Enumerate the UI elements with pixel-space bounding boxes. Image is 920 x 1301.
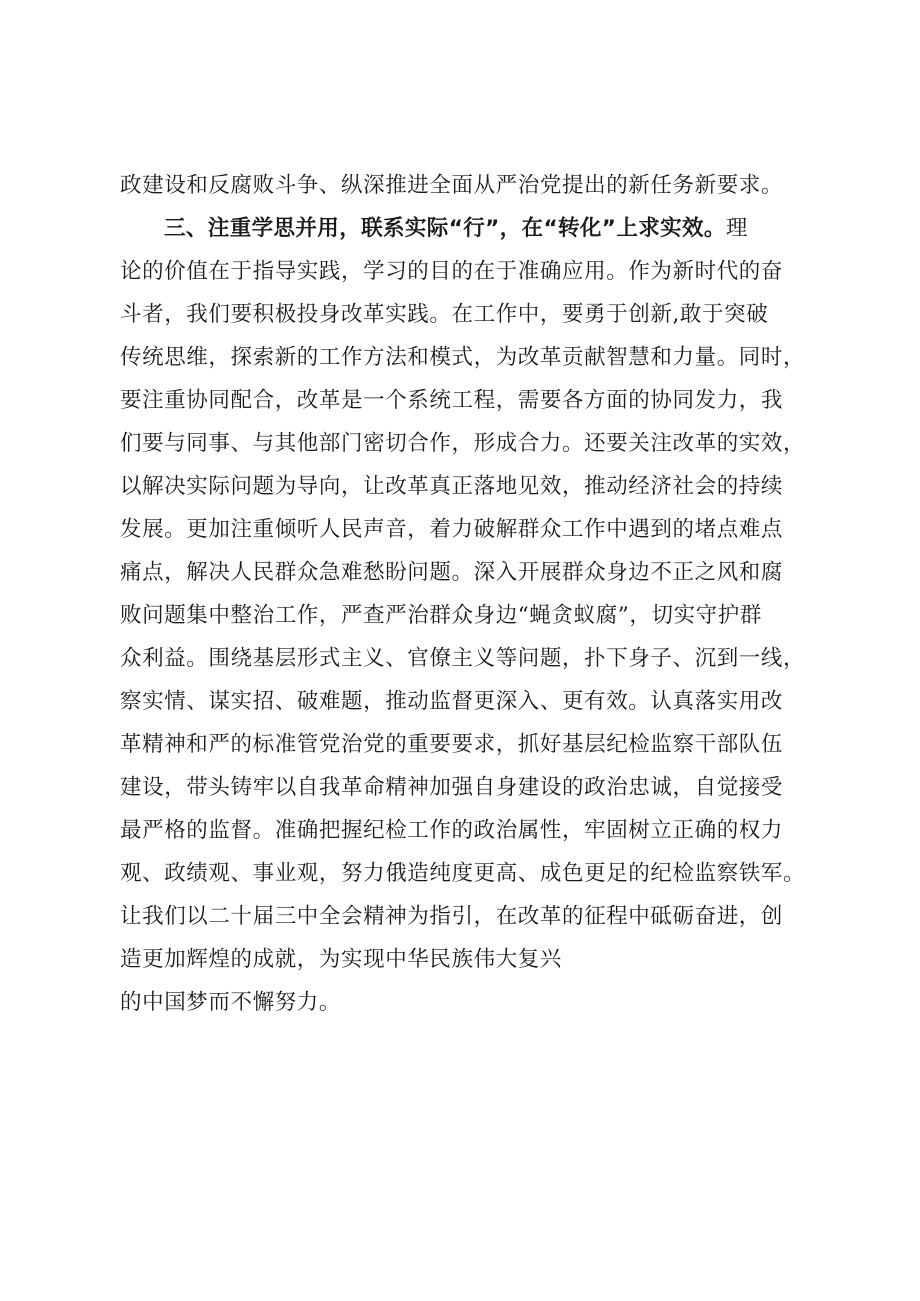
text-line: 政建设和反腐败斗争、纵深推进全面从严治党提出的新任务新要求。 <box>120 173 784 198</box>
text-line: 察实情、谋实招、破难题，推动监督更深入、更有效。认真落实用改 <box>120 689 784 714</box>
text-line: 传统思维，探索新的工作方法和模式，为改革贡献智慧和力量。同时， <box>120 345 806 370</box>
heading-tail: 理 <box>725 216 748 241</box>
text-line: 最严格的监督。准确把握纪检工作的政治属性，牢固树立正确的权力 <box>120 818 784 843</box>
text-line: 以解决实际问题为导向，让改革真正落地见效，推动经济社会的持续 <box>120 474 784 499</box>
text-line: 革精神和严的标准管党治党的重要要求，抓好基层纪检监察干部队伍 <box>120 732 784 757</box>
text-line: 论的价值在于指导实践，学习的目的在于准确应用。作为新时代的奋 <box>120 259 784 284</box>
text-line: 建设，带头铸牢以自我革命精神加强自身建设的政治忠诚，自觉接受 <box>120 775 784 800</box>
text-line: 的中国梦而不懈努力。 <box>120 990 342 1015</box>
text-line: 败问题集中整治工作，严查严治群众身边“蝇贪蚁腐”，切实守护群 <box>120 603 762 628</box>
text-line: 发展。更加注重倾听人民声音，着力破解群众工作中遇到的堵点难点 <box>120 517 784 542</box>
text-line: 斗者，我们要积极投身改革实践。在工作中，要勇于创新,敢于突破 <box>120 302 769 327</box>
text-line: 要注重协同配合，改革是一个系统工程，需要各方面的协同发力，我 <box>120 388 784 413</box>
section-heading-line <box>120 207 810 250</box>
body-text <box>120 164 810 1024</box>
text-line: 们要与同事、与其他部门密切合作，形成合力。还要关注改革的实效， <box>120 431 806 456</box>
text-line: 痛点，解决人民群众急难愁盼问题。深入开展群众身边不正之风和腐 <box>120 560 784 585</box>
section-heading: 三、注重学思并用，联系实际“行”，在“转化”上求实效。 <box>164 216 726 241</box>
text-line: 众利益。围绕基层形式主义、官僚主义等问题，扑下身子、沉到一线， <box>120 646 806 671</box>
text-line: 造更加辉煌的成就，为实现中华民族伟大复兴 <box>120 947 563 972</box>
text-line: 观、政绩观、事业观，努力俄造纯度更高、成色更足的纪检监察铁军。 <box>120 861 806 886</box>
text-line: 让我们以二十届三中全会精神为指引，在改革的征程中砥砺奋进，创 <box>120 904 784 929</box>
